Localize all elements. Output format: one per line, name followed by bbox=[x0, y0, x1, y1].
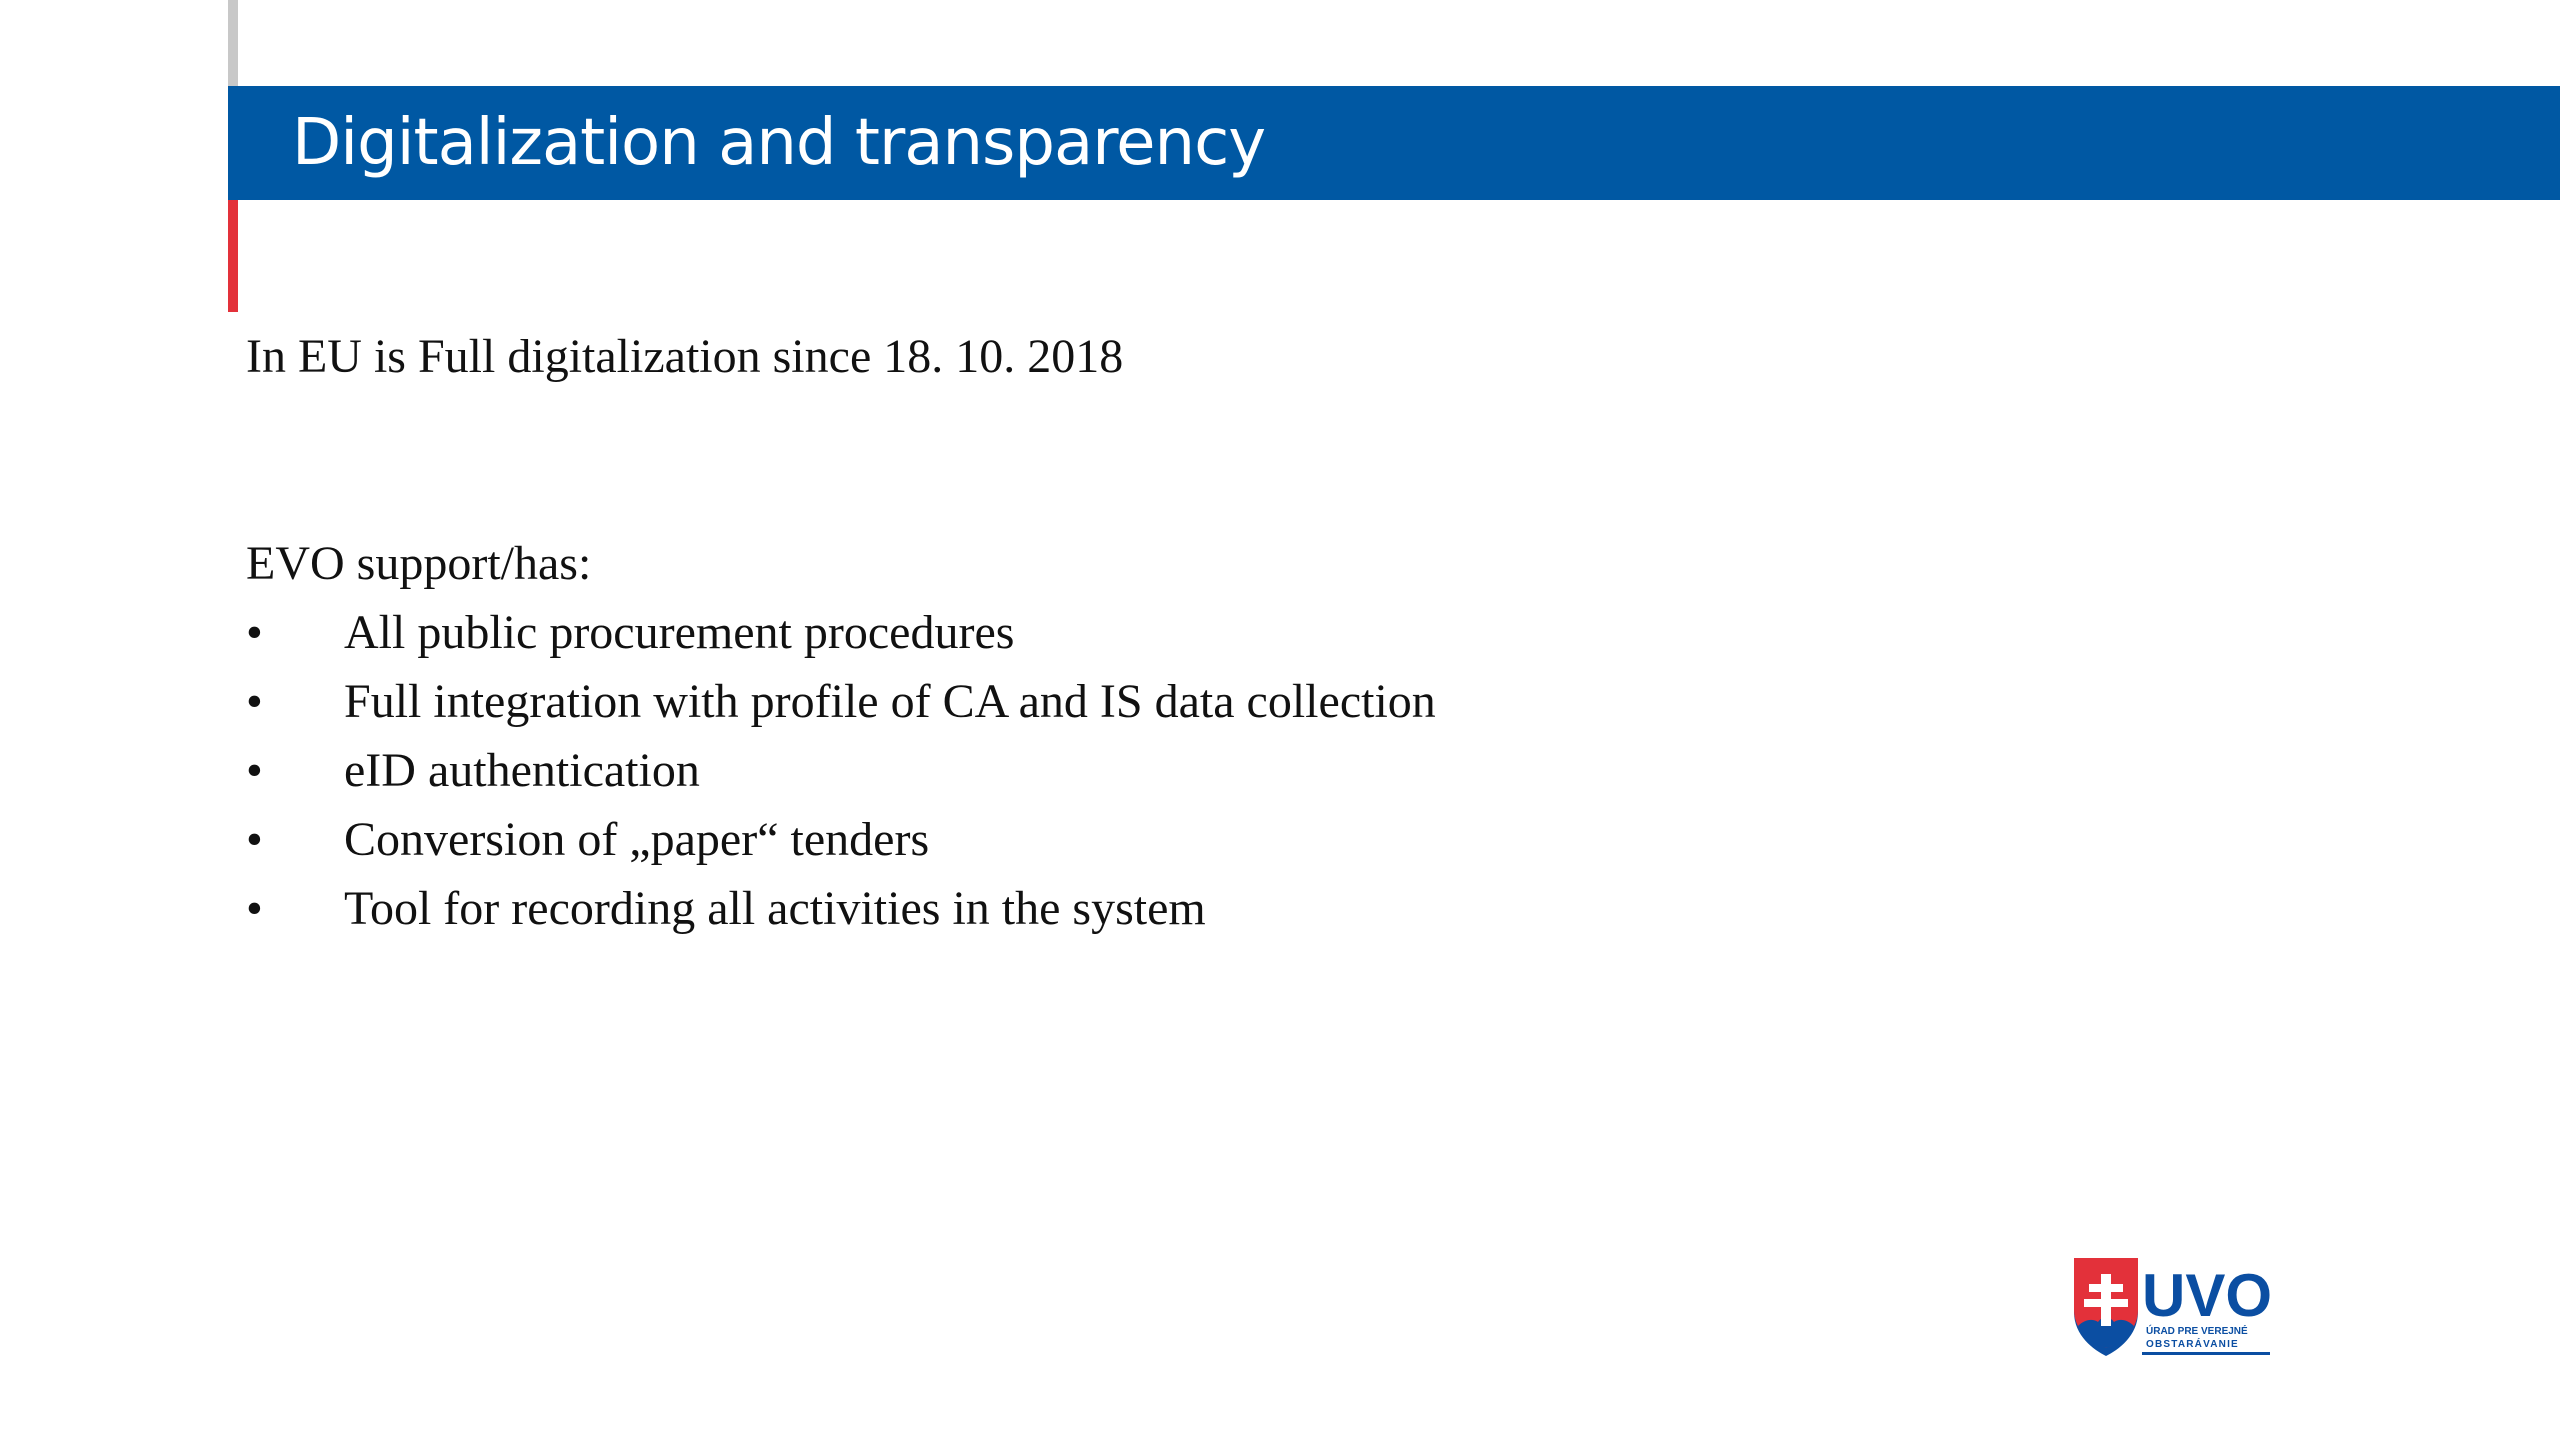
uvo-logo bbox=[2072, 1254, 2272, 1358]
logo-subtitle-line1: ÚRAD PRE VEREJNÉ bbox=[2146, 1326, 2248, 1337]
bullet-icon: • bbox=[246, 813, 263, 866]
slide-title: Digitalization and transparency bbox=[292, 106, 1266, 180]
list-item-text: eID authentication bbox=[344, 744, 700, 797]
logo-wordmark: UVO bbox=[2142, 1262, 2272, 1329]
list-item bbox=[246, 874, 2146, 943]
list-item bbox=[246, 736, 2146, 805]
left-rule-red bbox=[228, 200, 238, 312]
list-item bbox=[246, 667, 2146, 736]
logo-underline bbox=[2142, 1352, 2270, 1355]
left-rule-grey bbox=[228, 0, 238, 86]
list-item-text: Conversion of „paper“ tenders bbox=[344, 813, 930, 866]
bullet-icon: • bbox=[246, 675, 263, 728]
bullet-icon: • bbox=[246, 882, 263, 935]
list-item-text: Full integration with profile of CA and IS data collection bbox=[344, 675, 1436, 728]
list-item bbox=[246, 805, 2146, 874]
list-heading: EVO support/has: bbox=[246, 537, 592, 590]
list-item-text: Tool for recording all activities in the system bbox=[344, 882, 1206, 935]
list-item bbox=[246, 598, 2146, 667]
bullet-list bbox=[246, 598, 2146, 943]
list-item-text: All public procurement procedures bbox=[344, 606, 1015, 659]
slide-body bbox=[246, 322, 2146, 943]
bullet-icon: • bbox=[246, 744, 263, 797]
intro-text: In EU is Full digitalization since 18. 10. 2018 bbox=[246, 330, 1124, 383]
logo-subtitle-line2: OBSTARÁVANIE bbox=[2146, 1339, 2239, 1350]
bullet-icon: • bbox=[246, 606, 263, 659]
title-bar bbox=[228, 86, 2560, 200]
